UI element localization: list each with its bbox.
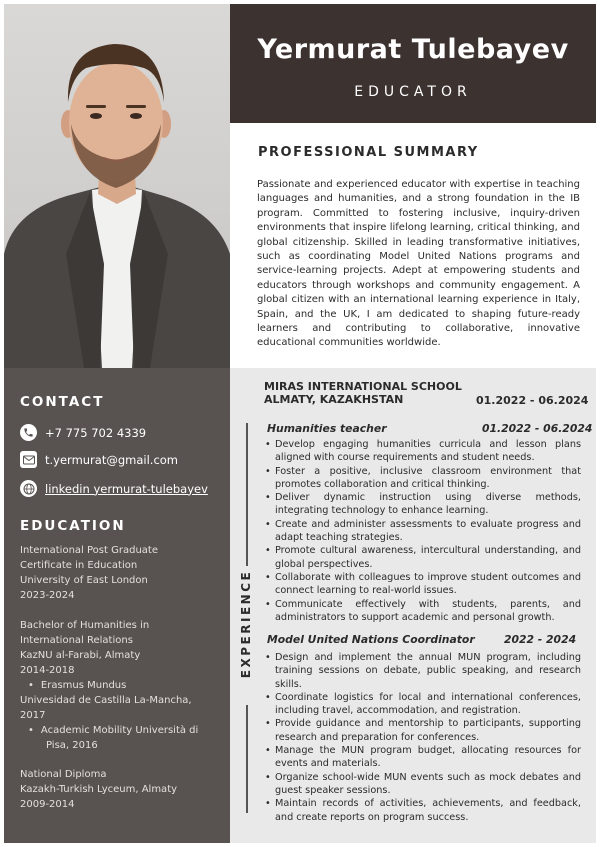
job-dates: 01.2022 - 06.2024 [482,422,593,435]
list-item: • Design and implement the annual MUN program, including training sessions on debate, public speaking, and research skills. [265,651,581,691]
linkedin-link[interactable]: linkedin yermurat-tulebayev [45,481,208,496]
list-item: • Manage the MUN program budget, allocating resources for events and materials. [265,744,581,771]
summary-heading: PROFESSIONAL SUMMARY [258,145,479,160]
list-item: • Develop engaging humanities curricula and lesson plans aligned with course requirements and student needs. [265,438,581,465]
list-item: • Maintain records of activities, achievements, and feedback, and create reports on program success. [265,797,581,824]
school-line: ALMATY, KAZAKHSTAN [264,393,404,406]
education-entry [20,767,216,812]
contact-heading: CONTACT [20,394,105,410]
divider-line [246,705,248,813]
contact-phone[interactable] [20,424,146,441]
phone-icon [20,424,37,441]
education-entry [20,543,216,603]
edu-line: 2009-2014 [20,799,75,810]
education-entry [20,618,216,753]
job-title: Model United Nations Coordinator [267,633,475,646]
edu-line: Bachelor of Humanities in [20,620,150,631]
edu-bullet: • Erasmus Mundus [20,678,216,693]
job-bullets [265,651,581,824]
list-item: • Deliver dynamic instruction using diverse methods, integrating technology to enhance learning. [265,491,581,518]
edu-line: Kazakh-Turkish Lyceum, Almaty [20,784,178,795]
list-item: • Foster a positive, inclusive classroom environment that promotes collaboration and critical thinking. [265,465,581,492]
education-heading: EDUCATION [20,518,126,534]
profile-photo [4,4,230,368]
edu-line: International Post Graduate [20,545,158,556]
list-item: • Create and administer assessments to evaluate progress and adapt teaching strategies. [265,518,581,545]
edu-line: National Diploma [20,769,107,780]
list-item: • Collaborate with colleagues to improve student outcomes and connect learning to real-world issues. [265,571,581,598]
contact-email[interactable] [20,451,178,468]
edu-line: KazNU al-Farabi, Almaty [20,650,141,661]
list-item: • Promote cultural awareness, intercultural understanding, and global perspectives. [265,544,581,571]
edu-bullet: • Academic Mobility Università di [20,723,216,738]
school-line: MIRAS INTERNATIONAL SCHOOL [264,380,462,393]
list-item: • Organize school-wide MUN events such as mock debates and guest speaker sessions. [265,771,581,798]
list-item: • Coordinate logistics for local and international conferences, including travel, accommodation, and registration. [265,691,581,718]
person-name: Yermurat Tulebayev [257,34,569,65]
phone-text: +7 775 702 4339 [45,425,147,440]
edu-line: Pisa, 2016 [46,740,98,751]
email-text: t.yermurat@gmail.com [45,452,179,467]
divider-line [246,423,248,566]
job-bullets [265,438,581,624]
edu-line: 2023-2024 [20,590,75,601]
experience-label: EXPERIENCE [239,569,253,679]
edu-line: 2017 [20,710,46,721]
edu-line: 2014-2018 [20,665,75,676]
globe-icon [20,480,37,497]
summary-text: Passionate and experienced educator with expertise in teaching languages and humanities, and a strong foundation in the IB program. Committed to fostering inclusive, inquiry-driven environments that inspire lifelong learning, critical thinking, and global citizenship. Skilled in leading transformative initiatives, such as coordinating Model United Nations programs and service-learning projects. Adept at empowering students and educators through workshops and community engagement. A global citizen with an international learning experience in Italy, Spain, and the UK, I am dedicated to shaping future-ready learners and contributing to collaborative, innovative educational communities worldwide. [257,179,580,349]
list-item: • Provide guidance and mentorship to participants, supporting research and preparation for conferences. [265,717,581,744]
job-dates: 2022 - 2024 [504,633,577,646]
edu-line: University of East London [20,575,148,586]
mail-icon [20,451,37,468]
edu-line: International Relations [20,635,133,646]
header-banner [230,4,596,123]
edu-line: Certificate in Education [20,560,138,571]
portrait-illustration [4,4,230,368]
school-dates: 01.2022 - 06.2024 [476,394,589,407]
person-role: EDUCATOR [354,84,472,100]
contact-linkedin[interactable] [20,480,208,497]
job-title: Humanities teacher [267,422,387,435]
list-item: • Communicate effectively with students, parents, and administrators to support academic and personal growth. [265,598,581,625]
school-name [264,380,462,406]
edu-line: Univesidad de Castilla La-Mancha, [20,695,192,706]
